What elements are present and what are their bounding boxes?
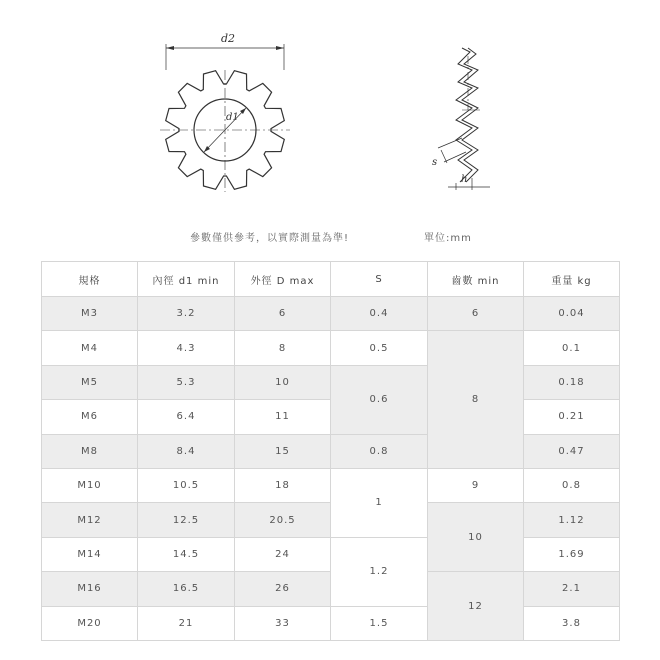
cell-d1: 14.5 [138,537,235,571]
cell-size: M16 [42,572,138,606]
table-row [42,331,620,365]
table-header-row [42,262,620,297]
side-view-drawing [438,48,490,190]
cell-weight: 0.18 [524,365,620,399]
table-row [42,434,620,468]
header-size: 規格 [42,262,138,297]
spec-table [41,261,620,641]
cell-size: M20 [42,606,138,640]
front-view-drawing [160,44,290,192]
cell-s: 0.4 [331,297,428,331]
height-label: h [461,174,468,185]
header-outer-diameter: 外徑 D max [235,262,331,297]
unit-note: 單位:mm [424,233,472,244]
cell-D: 10 [235,365,331,399]
table-row [42,297,620,331]
cell-D: 18 [235,468,331,502]
cell-size: M5 [42,365,138,399]
cell-size: M10 [42,468,138,502]
cell-s: 1.5 [331,606,428,640]
table-row [42,468,620,502]
header-thickness: S [331,262,428,297]
reference-note: 參數僅供參考，以實際測量為準! [190,233,350,244]
cell-D: 15 [235,434,331,468]
cell-D: 8 [235,331,331,365]
cell-weight: 0.04 [524,297,620,331]
header-inner-diameter: 內徑 d1 min [138,262,235,297]
cell-s: 1.2 [331,537,428,606]
washer-drawings [0,0,660,215]
cell-weight: 0.1 [524,331,620,365]
cell-weight: 0.47 [524,434,620,468]
cell-weight: 1.12 [524,503,620,537]
inner-diameter-label: d1 [226,112,239,123]
table-row [42,365,620,399]
cell-D: 33 [235,606,331,640]
cell-teeth: 10 [428,503,524,572]
cell-s: 1 [331,468,428,537]
cell-d1: 8.4 [138,434,235,468]
cell-size: M12 [42,503,138,537]
header-weight: 重量 kg [524,262,620,297]
cell-weight: 0.8 [524,468,620,502]
cell-s: 0.6 [331,365,428,434]
cell-size: M14 [42,537,138,571]
cell-size: M6 [42,400,138,434]
cell-d1: 16.5 [138,572,235,606]
cell-s: 0.8 [331,434,428,468]
cell-d1: 4.3 [138,331,235,365]
cell-weight: 3.8 [524,606,620,640]
table-row [42,606,620,640]
cell-d1: 10.5 [138,468,235,502]
header-teeth: 齒數 min [428,262,524,297]
cell-weight: 1.69 [524,537,620,571]
cell-teeth: 12 [428,572,524,641]
cell-D: 26 [235,572,331,606]
cell-teeth: 9 [428,468,524,502]
cell-s: 0.5 [331,331,428,365]
cell-size: M4 [42,331,138,365]
cell-teeth: 8 [428,331,524,469]
cell-D: 20.5 [235,503,331,537]
cell-d1: 21 [138,606,235,640]
cell-d1: 3.2 [138,297,235,331]
cell-d1: 12.5 [138,503,235,537]
cell-d1: 5.3 [138,365,235,399]
cell-teeth: 6 [428,297,524,331]
cell-size: M3 [42,297,138,331]
cell-D: 6 [235,297,331,331]
table-row [42,537,620,571]
cell-weight: 2.1 [524,572,620,606]
cell-weight: 0.21 [524,400,620,434]
cell-d1: 6.4 [138,400,235,434]
cell-size: M8 [42,434,138,468]
thickness-label: s [432,157,438,168]
cell-D: 24 [235,537,331,571]
outer-diameter-label: d2 [221,32,236,45]
cell-D: 11 [235,400,331,434]
